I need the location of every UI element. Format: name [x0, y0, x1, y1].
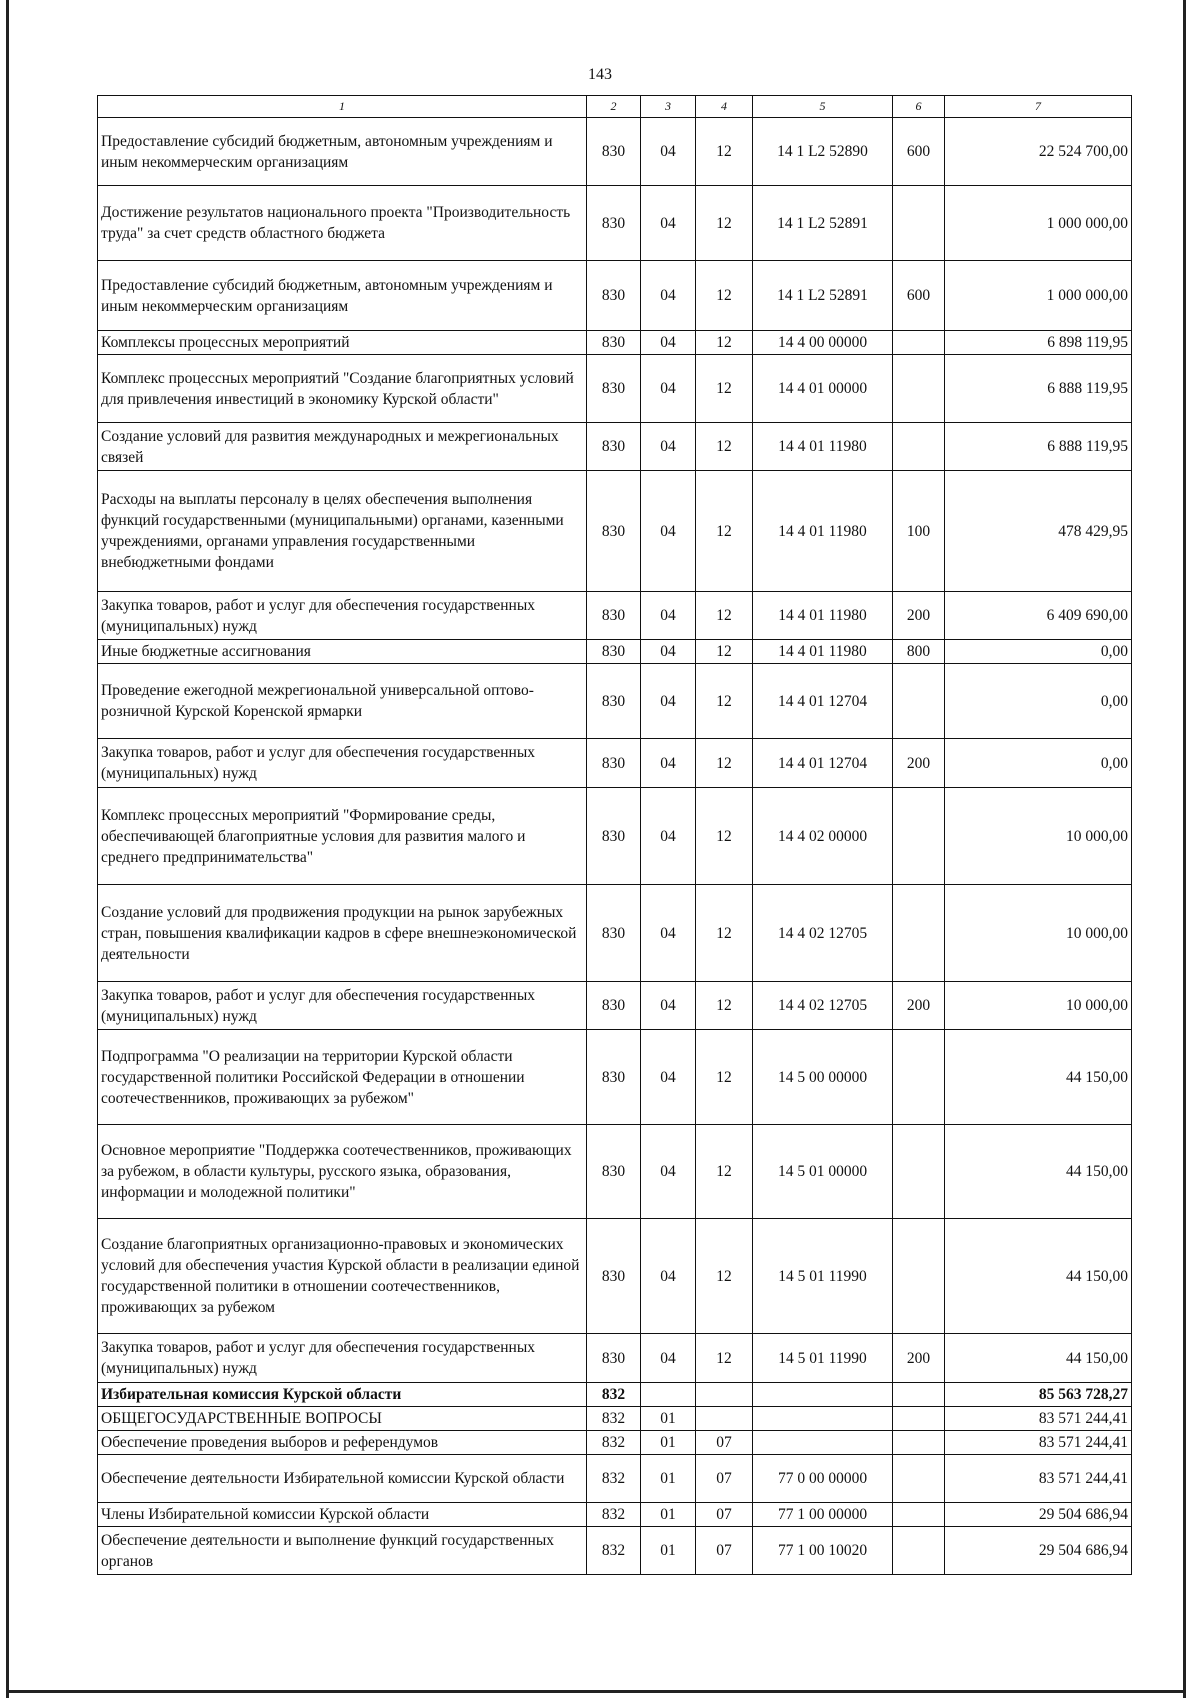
row-rz: 01: [641, 1527, 696, 1575]
row-csr: [753, 1407, 893, 1431]
table-row: [98, 1407, 1132, 1431]
row-vr: [893, 885, 945, 982]
row-amount: 10 000,00: [945, 788, 1132, 885]
row-amount: 44 150,00: [945, 1030, 1132, 1125]
row-name: Проведение ежегодной межрегиональной универсальной оптово-розничной Курской Коренской ярмарки: [98, 664, 587, 739]
row-amount: 10 000,00: [945, 982, 1132, 1030]
table-row: [98, 118, 1132, 186]
column-header: 5: [753, 96, 893, 118]
row-name: Комплекс процессных мероприятий "Создание благоприятных условий для привлечения инвестиций в экономику Курской области": [98, 355, 587, 423]
row-csr: 14 4 00 00000: [753, 331, 893, 355]
row-rz: 04: [641, 1219, 696, 1334]
row-pr: 12: [696, 1125, 753, 1219]
row-amount: 22 524 700,00: [945, 118, 1132, 186]
row-amount: 6 888 119,95: [945, 355, 1132, 423]
row-csr: 14 4 02 12705: [753, 885, 893, 982]
row-name: Расходы на выплаты персоналу в целях обеспечения выполнения функций государственными (муниципальными) органами, казенными учреждениями, органами управления государственными внебюджетными фондами: [98, 471, 587, 592]
table-row: [98, 1503, 1132, 1527]
row-csr: 14 5 00 00000: [753, 1030, 893, 1125]
row-vr: [893, 1431, 945, 1455]
row-rz: 04: [641, 1125, 696, 1219]
row-rz: 04: [641, 186, 696, 261]
row-gr: 830: [587, 664, 641, 739]
row-gr: 830: [587, 186, 641, 261]
table-row: [98, 1431, 1132, 1455]
row-csr: 77 1 00 10020: [753, 1527, 893, 1575]
row-amount: 29 504 686,94: [945, 1527, 1132, 1575]
row-amount: 6 409 690,00: [945, 592, 1132, 640]
row-pr: 12: [696, 1219, 753, 1334]
row-amount: 44 150,00: [945, 1125, 1132, 1219]
row-rz: 04: [641, 331, 696, 355]
row-rz: 04: [641, 355, 696, 423]
row-pr: 12: [696, 186, 753, 261]
row-pr: 12: [696, 355, 753, 423]
column-header: 2: [587, 96, 641, 118]
row-rz: 04: [641, 423, 696, 471]
row-amount: 6 898 119,95: [945, 331, 1132, 355]
row-name: Закупка товаров, работ и услуг для обеспечения государственных (муниципальных) нужд: [98, 592, 587, 640]
table-row: [98, 982, 1132, 1030]
row-csr: [753, 1383, 893, 1407]
row-csr: 77 0 00 00000: [753, 1455, 893, 1503]
row-vr: [893, 186, 945, 261]
row-name: Комплексы процессных мероприятий: [98, 331, 587, 355]
row-csr: 14 4 01 11980: [753, 640, 893, 664]
row-amount: 1 000 000,00: [945, 186, 1132, 261]
row-rz: 04: [641, 664, 696, 739]
row-amount: 478 429,95: [945, 471, 1132, 592]
row-name: Избирательная комиссия Курской области: [98, 1383, 587, 1407]
row-rz: 01: [641, 1503, 696, 1527]
row-amount: 10 000,00: [945, 885, 1132, 982]
row-rz: 01: [641, 1431, 696, 1455]
row-amount: 0,00: [945, 640, 1132, 664]
row-name: Закупка товаров, работ и услуг для обеспечения государственных (муниципальных) нужд: [98, 982, 587, 1030]
table-row: [98, 261, 1132, 331]
row-rz: 04: [641, 885, 696, 982]
row-amount: 0,00: [945, 739, 1132, 788]
row-csr: 14 1 L2 52890: [753, 118, 893, 186]
row-name: Предоставление субсидий бюджетным, автономным учреждениям и иным некоммерческим организациям: [98, 261, 587, 331]
budget-table: [97, 95, 1132, 1575]
row-name: Создание благоприятных организационно-правовых и экономических условий для обеспечения участия Курской области в реализации единой государственной политики в отношении соотечественников, проживающих за рубежом: [98, 1219, 587, 1334]
row-pr: 12: [696, 423, 753, 471]
row-vr: 200: [893, 1334, 945, 1383]
row-vr: [893, 788, 945, 885]
row-rz: 04: [641, 471, 696, 592]
row-pr: 12: [696, 739, 753, 788]
row-vr: 200: [893, 982, 945, 1030]
row-vr: 200: [893, 592, 945, 640]
row-pr: 12: [696, 1334, 753, 1383]
row-csr: 14 4 01 00000: [753, 355, 893, 423]
row-csr: 14 4 01 11980: [753, 592, 893, 640]
row-name: Подпрограмма "О реализации на территории Курской области государственной политики Российской Федерации в отношении соотечественников, проживающих за рубежом": [98, 1030, 587, 1125]
row-amount: 83 571 244,41: [945, 1431, 1132, 1455]
row-csr: 14 4 01 12704: [753, 739, 893, 788]
row-pr: 12: [696, 118, 753, 186]
row-gr: 832: [587, 1407, 641, 1431]
row-csr: 14 4 01 12704: [753, 664, 893, 739]
row-csr: 14 5 01 11990: [753, 1219, 893, 1334]
row-csr: 14 1 L2 52891: [753, 186, 893, 261]
row-name: Обеспечение деятельности и выполнение функций государственных органов: [98, 1527, 587, 1575]
table-row: [98, 331, 1132, 355]
row-vr: 800: [893, 640, 945, 664]
row-name: Обеспечение проведения выборов и референдумов: [98, 1431, 587, 1455]
scan-border-left: [6, 0, 9, 1698]
row-gr: 830: [587, 331, 641, 355]
row-pr: 12: [696, 640, 753, 664]
table-row: [98, 640, 1132, 664]
row-csr: 14 5 01 00000: [753, 1125, 893, 1219]
page-number: 143: [588, 66, 612, 83]
row-pr: 12: [696, 471, 753, 592]
row-amount: 44 150,00: [945, 1334, 1132, 1383]
table-row: [98, 1125, 1132, 1219]
row-vr: [893, 331, 945, 355]
row-gr: 830: [587, 261, 641, 331]
row-pr: [696, 1407, 753, 1431]
row-csr: 14 4 01 11980: [753, 471, 893, 592]
row-name: Закупка товаров, работ и услуг для обеспечения государственных (муниципальных) нужд: [98, 1334, 587, 1383]
table-row: [98, 1334, 1132, 1383]
column-header: 4: [696, 96, 753, 118]
row-pr: 12: [696, 885, 753, 982]
row-amount: 85 563 728,27: [945, 1383, 1132, 1407]
row-pr: 12: [696, 592, 753, 640]
row-pr: 07: [696, 1431, 753, 1455]
row-gr: 830: [587, 1125, 641, 1219]
row-vr: 600: [893, 118, 945, 186]
row-rz: 01: [641, 1407, 696, 1431]
row-csr: 14 4 02 12705: [753, 982, 893, 1030]
row-rz: 04: [641, 788, 696, 885]
row-gr: 832: [587, 1383, 641, 1407]
row-rz: 04: [641, 592, 696, 640]
scan-border-bottom: [6, 1690, 1186, 1693]
row-pr: 12: [696, 331, 753, 355]
row-rz: 01: [641, 1455, 696, 1503]
row-vr: [893, 664, 945, 739]
row-gr: 830: [587, 788, 641, 885]
row-amount: 1 000 000,00: [945, 261, 1132, 331]
row-gr: 830: [587, 355, 641, 423]
row-vr: [893, 1407, 945, 1431]
row-pr: 07: [696, 1503, 753, 1527]
row-rz: 04: [641, 261, 696, 331]
row-pr: 12: [696, 664, 753, 739]
row-vr: [893, 1455, 945, 1503]
row-csr: 14 4 02 00000: [753, 788, 893, 885]
row-name: Создание условий для развития международных и межрегиональных связей: [98, 423, 587, 471]
row-name: Члены Избирательной комиссии Курской области: [98, 1503, 587, 1527]
row-rz: 04: [641, 739, 696, 788]
row-rz: 04: [641, 982, 696, 1030]
row-csr: 14 1 L2 52891: [753, 261, 893, 331]
row-vr: [893, 1125, 945, 1219]
table-row: [98, 423, 1132, 471]
row-vr: [893, 1030, 945, 1125]
row-rz: 04: [641, 118, 696, 186]
row-pr: 12: [696, 1030, 753, 1125]
column-header-row: [98, 96, 1132, 118]
row-amount: 83 571 244,41: [945, 1455, 1132, 1503]
row-gr: 830: [587, 885, 641, 982]
row-rz: 04: [641, 1334, 696, 1383]
table-row: [98, 739, 1132, 788]
table-row: [98, 1455, 1132, 1503]
row-gr: 830: [587, 471, 641, 592]
row-vr: [893, 1383, 945, 1407]
row-gr: 830: [587, 423, 641, 471]
table-row: [98, 664, 1132, 739]
row-csr: 14 4 01 11980: [753, 423, 893, 471]
table-row: [98, 1030, 1132, 1125]
row-gr: 832: [587, 1527, 641, 1575]
row-amount: 83 571 244,41: [945, 1407, 1132, 1431]
table-row: [98, 471, 1132, 592]
row-pr: 07: [696, 1455, 753, 1503]
row-vr: [893, 1503, 945, 1527]
row-amount: 29 504 686,94: [945, 1503, 1132, 1527]
row-gr: 830: [587, 739, 641, 788]
row-name: Основное мероприятие "Поддержка соотечественников, проживающих за рубежом, в области культуры, русского языка, образования, информации и молодежной политики": [98, 1125, 587, 1219]
row-vr: [893, 355, 945, 423]
row-name: Иные бюджетные ассигнования: [98, 640, 587, 664]
row-csr: 14 5 01 11990: [753, 1334, 893, 1383]
row-rz: 04: [641, 640, 696, 664]
row-vr: 200: [893, 739, 945, 788]
row-rz: [641, 1383, 696, 1407]
column-header: 6: [893, 96, 945, 118]
row-name: Закупка товаров, работ и услуг для обеспечения государственных (муниципальных) нужд: [98, 739, 587, 788]
row-name: Предоставление субсидий бюджетным, автономным учреждениям и иным некоммерческим организациям: [98, 118, 587, 186]
row-vr: [893, 423, 945, 471]
row-vr: [893, 1527, 945, 1575]
row-name: Создание условий для продвижения продукции на рынок зарубежных стран, повышения квалификации кадров в сфере внешнеэкономической деятельности: [98, 885, 587, 982]
row-pr: 12: [696, 788, 753, 885]
table-row: [98, 885, 1132, 982]
row-vr: 600: [893, 261, 945, 331]
table-row: [98, 1219, 1132, 1334]
table-row: [98, 1383, 1132, 1407]
column-header: 7: [945, 96, 1132, 118]
table-row: [98, 788, 1132, 885]
column-header: 1: [98, 96, 587, 118]
row-pr: 07: [696, 1527, 753, 1575]
row-csr: 77 1 00 00000: [753, 1503, 893, 1527]
row-gr: 830: [587, 592, 641, 640]
row-amount: 6 888 119,95: [945, 423, 1132, 471]
row-pr: 12: [696, 982, 753, 1030]
column-header: 3: [641, 96, 696, 118]
row-pr: 12: [696, 261, 753, 331]
table-row: [98, 592, 1132, 640]
row-gr: 830: [587, 640, 641, 664]
scan-border-right: [1183, 0, 1186, 1698]
row-gr: 830: [587, 1030, 641, 1125]
row-gr: 832: [587, 1431, 641, 1455]
table-row: [98, 186, 1132, 261]
table-row: [98, 355, 1132, 423]
row-gr: 832: [587, 1455, 641, 1503]
row-csr: [753, 1431, 893, 1455]
row-amount: 0,00: [945, 664, 1132, 739]
row-amount: 44 150,00: [945, 1219, 1132, 1334]
row-gr: 830: [587, 1334, 641, 1383]
row-vr: [893, 1219, 945, 1334]
row-rz: 04: [641, 1030, 696, 1125]
row-gr: 832: [587, 1503, 641, 1527]
row-gr: 830: [587, 118, 641, 186]
row-gr: 830: [587, 1219, 641, 1334]
row-name: Комплекс процессных мероприятий "Формирование среды, обеспечивающей благоприятные условия для развития малого и среднего предпринимательства": [98, 788, 587, 885]
row-name: Достижение результатов национального проекта "Производительность труда" за счет средств областного бюджета: [98, 186, 587, 261]
row-name: Обеспечение деятельности Избирательной комиссии Курской области: [98, 1455, 587, 1503]
row-gr: 830: [587, 982, 641, 1030]
row-vr: 100: [893, 471, 945, 592]
row-name: ОБЩЕГОСУДАРСТВЕННЫЕ ВОПРОСЫ: [98, 1407, 587, 1431]
table-row: [98, 1527, 1132, 1575]
row-pr: [696, 1383, 753, 1407]
